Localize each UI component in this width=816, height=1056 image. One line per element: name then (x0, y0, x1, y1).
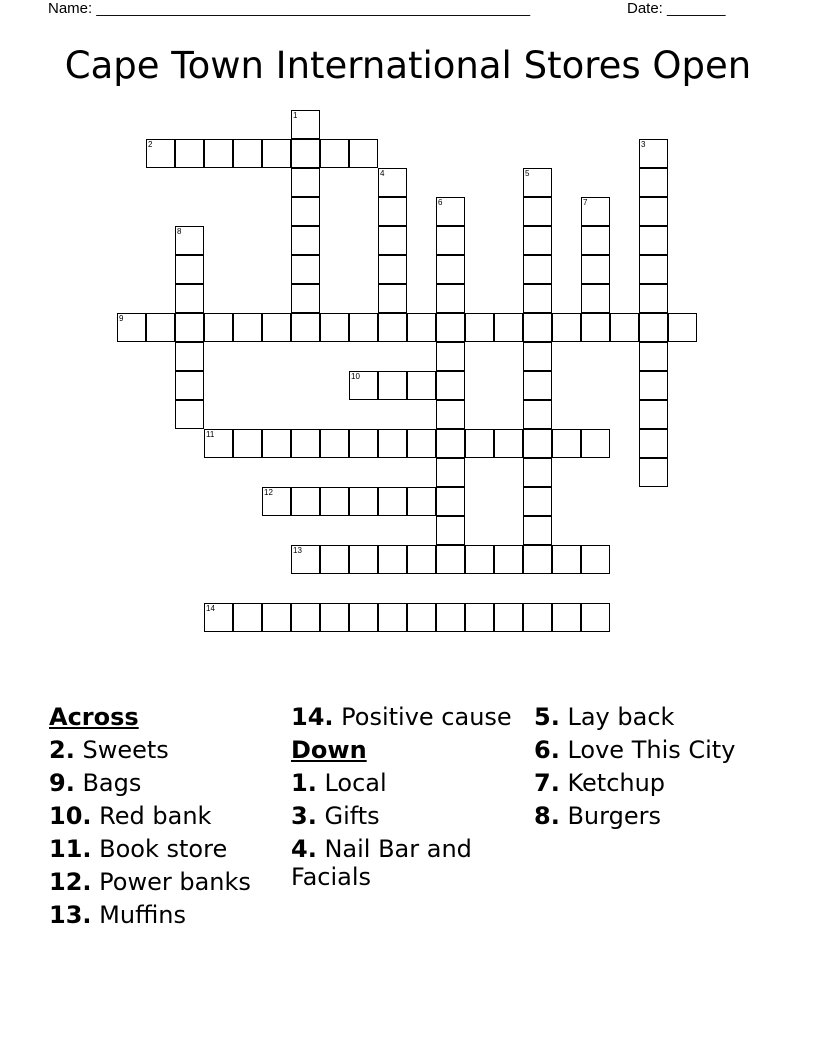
grid-cell[interactable] (523, 255, 552, 284)
grid-cell[interactable] (436, 516, 465, 545)
grid-cell[interactable] (349, 313, 378, 342)
grid-cell[interactable] (639, 226, 668, 255)
grid-cell[interactable] (233, 139, 262, 168)
grid-cell[interactable] (639, 342, 668, 371)
grid-cell[interactable] (291, 226, 320, 255)
grid-cell[interactable] (523, 371, 552, 400)
grid-cell[interactable] (349, 487, 378, 516)
grid-cell[interactable] (639, 284, 668, 313)
grid-cell[interactable] (494, 545, 523, 574)
name-field-label: Name: ____________________________________________________ (48, 0, 531, 17)
grid-cell[interactable] (581, 313, 610, 342)
grid-cell[interactable] (233, 429, 262, 458)
grid-cell[interactable] (436, 342, 465, 371)
clue-across-14: 14. Positive cause (291, 703, 512, 731)
grid-cell[interactable] (523, 284, 552, 313)
clue-down-6: 6. Love This City (534, 736, 736, 764)
clue-across-13: 13. Muffins (49, 901, 186, 929)
grid-cell[interactable] (204, 313, 233, 342)
grid-cell[interactable] (175, 342, 204, 371)
grid-cell[interactable] (146, 313, 175, 342)
grid-cell[interactable] (523, 458, 552, 487)
clue-down-8: 8. Burgers (534, 802, 661, 830)
clues-column-2 (291, 703, 521, 896)
grid-cell[interactable] (320, 545, 349, 574)
grid-cell[interactable] (378, 197, 407, 226)
across-heading: Across (49, 703, 139, 731)
clue-across-10: 10. Red bank (49, 802, 212, 830)
grid-cell[interactable] (552, 603, 581, 632)
grid-cell[interactable] (291, 313, 320, 342)
grid-cell[interactable] (262, 603, 291, 632)
grid-cell[interactable] (581, 603, 610, 632)
grid-cell[interactable] (291, 284, 320, 313)
grid-cell[interactable] (639, 371, 668, 400)
grid-cell[interactable] (436, 255, 465, 284)
grid-cell[interactable] (523, 400, 552, 429)
grid-cell[interactable] (581, 255, 610, 284)
grid-cell[interactable] (436, 313, 465, 342)
grid-cell[interactable] (320, 603, 349, 632)
grid-cell[interactable] (523, 603, 552, 632)
grid-cell[interactable] (407, 487, 436, 516)
grid-cell[interactable] (523, 342, 552, 371)
cell-number: 4 (380, 169, 385, 178)
cell-number: 8 (177, 227, 182, 236)
grid-cell[interactable] (175, 400, 204, 429)
grid-cell[interactable] (436, 284, 465, 313)
grid-cell[interactable] (465, 429, 494, 458)
grid-cell[interactable] (436, 487, 465, 516)
clue-across-12: 12. Power banks (49, 868, 251, 896)
grid-cell[interactable] (639, 400, 668, 429)
cell-number: 12 (264, 488, 273, 497)
grid-cell[interactable] (349, 545, 378, 574)
grid-cell[interactable] (233, 313, 262, 342)
grid-cell[interactable] (436, 458, 465, 487)
grid-cell[interactable] (291, 603, 320, 632)
grid-cell[interactable] (465, 603, 494, 632)
grid-cell[interactable] (291, 139, 320, 168)
grid-cell[interactable] (378, 603, 407, 632)
cell-number: 5 (525, 169, 530, 178)
cell-number: 1 (293, 111, 298, 120)
grid-cell[interactable] (175, 139, 204, 168)
grid-cell[interactable] (175, 255, 204, 284)
grid-cell[interactable] (523, 313, 552, 342)
grid-cell[interactable] (378, 255, 407, 284)
grid-cell[interactable] (378, 429, 407, 458)
grid-cell[interactable] (349, 139, 378, 168)
clue-across-9: 9. Bags (49, 769, 142, 797)
grid-cell[interactable] (320, 313, 349, 342)
grid-cell[interactable] (639, 197, 668, 226)
grid-cell[interactable] (204, 139, 233, 168)
grid-cell[interactable] (523, 429, 552, 458)
clue-down-4: 4. Nail Bar and Facials (291, 835, 472, 891)
grid-cell[interactable] (552, 313, 581, 342)
grid-cell[interactable] (552, 545, 581, 574)
grid-cell[interactable] (233, 603, 262, 632)
grid-cell[interactable] (523, 487, 552, 516)
cell-number: 7 (583, 198, 588, 207)
grid-cell[interactable] (639, 168, 668, 197)
grid-cell[interactable] (523, 545, 552, 574)
clue-down-3: 3. Gifts (291, 802, 380, 830)
clue-across-2: 2. Sweets (49, 736, 169, 764)
grid-cell[interactable] (262, 313, 291, 342)
grid-cell[interactable] (320, 139, 349, 168)
grid-cell[interactable] (494, 603, 523, 632)
grid-cell[interactable] (378, 545, 407, 574)
grid-cell[interactable] (378, 313, 407, 342)
grid-cell[interactable] (320, 487, 349, 516)
grid-cell[interactable] (639, 255, 668, 284)
cell-number: 11 (206, 430, 215, 439)
grid-cell[interactable] (378, 226, 407, 255)
grid-cell[interactable] (494, 313, 523, 342)
grid-cell[interactable] (407, 313, 436, 342)
grid-cell[interactable] (291, 197, 320, 226)
puzzle-title: Cape Town International Stores Open (64, 44, 752, 87)
grid-cell[interactable] (349, 429, 378, 458)
grid-cell[interactable] (610, 313, 639, 342)
cell-number: 14 (206, 604, 215, 613)
grid-cell[interactable] (262, 139, 291, 168)
grid-cell[interactable] (291, 487, 320, 516)
grid-cell[interactable] (407, 429, 436, 458)
grid-cell[interactable] (465, 545, 494, 574)
grid-cell[interactable] (262, 429, 291, 458)
clues-column-1 (49, 703, 279, 934)
grid-cell[interactable] (436, 371, 465, 400)
grid-cell[interactable] (436, 226, 465, 255)
clues-column-3 (534, 703, 764, 835)
cell-number: 3 (641, 140, 646, 149)
down-heading: Down (291, 736, 367, 764)
grid-cell[interactable] (639, 458, 668, 487)
grid-cell[interactable] (175, 313, 204, 342)
grid-cell[interactable] (494, 429, 523, 458)
grid-cell[interactable] (175, 371, 204, 400)
grid-cell[interactable] (407, 603, 436, 632)
grid-cell[interactable] (436, 603, 465, 632)
grid-cell[interactable] (523, 197, 552, 226)
grid-cell[interactable] (523, 516, 552, 545)
grid-cell[interactable] (378, 487, 407, 516)
grid-cell[interactable] (552, 429, 581, 458)
grid-cell[interactable] (436, 545, 465, 574)
cell-number: 2 (148, 140, 153, 149)
grid-cell[interactable] (465, 313, 494, 342)
grid-cell[interactable] (320, 429, 349, 458)
grid-cell[interactable] (523, 226, 552, 255)
grid-cell[interactable] (581, 429, 610, 458)
grid-cell[interactable] (581, 284, 610, 313)
clue-down-1: 1. Local (291, 769, 387, 797)
clue-down-5: 5. Lay back (534, 703, 675, 731)
cell-number: 6 (438, 198, 443, 207)
grid-cell[interactable] (436, 400, 465, 429)
grid-cell[interactable] (639, 313, 668, 342)
clue-across-11: 11. Book store (49, 835, 228, 863)
grid-cell[interactable] (436, 429, 465, 458)
grid-cell[interactable] (407, 545, 436, 574)
date-field-label: Date: _______ (627, 0, 726, 17)
grid-cell[interactable] (291, 255, 320, 284)
grid-cell[interactable] (407, 371, 436, 400)
grid-cell[interactable] (581, 545, 610, 574)
grid-cell[interactable] (378, 284, 407, 313)
cell-number: 10 (351, 372, 360, 381)
clue-down-7: 7. Ketchup (534, 769, 666, 797)
grid-cell[interactable] (349, 603, 378, 632)
grid-cell[interactable] (581, 226, 610, 255)
grid-cell[interactable] (378, 371, 407, 400)
grid-cell[interactable] (639, 429, 668, 458)
cell-number: 9 (119, 314, 124, 323)
grid-cell[interactable] (175, 284, 204, 313)
grid-cell[interactable] (668, 313, 697, 342)
grid-cell[interactable] (291, 429, 320, 458)
grid-cell[interactable] (291, 168, 320, 197)
cell-number: 13 (293, 546, 302, 555)
